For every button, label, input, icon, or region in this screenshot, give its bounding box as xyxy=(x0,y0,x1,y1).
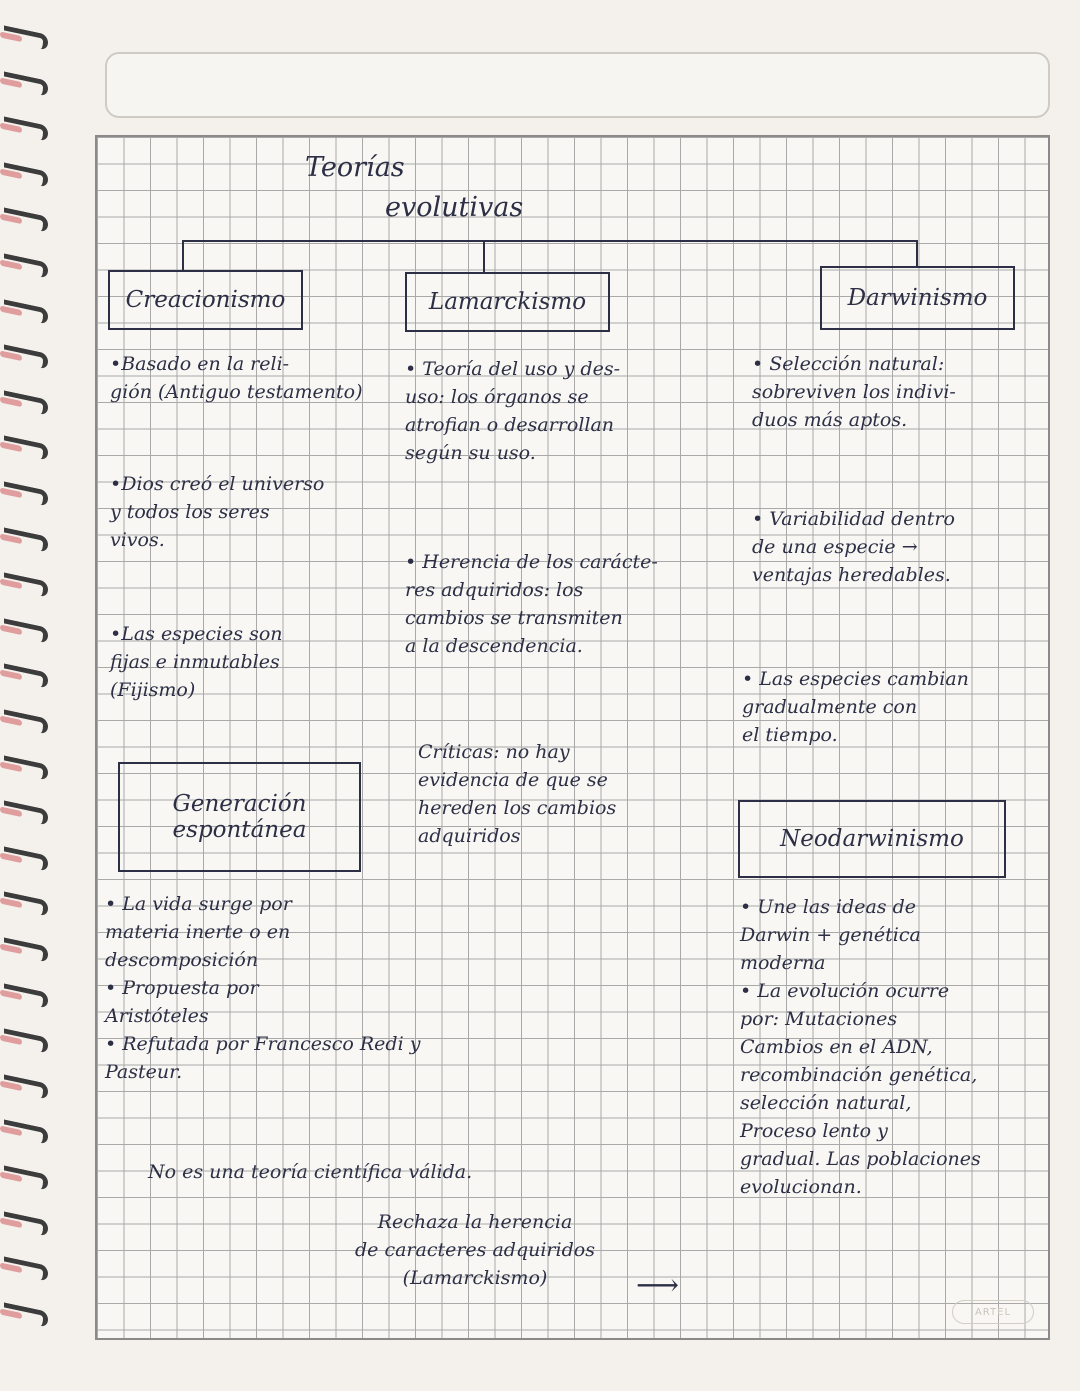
spiral-ring xyxy=(4,801,48,826)
connector-creacionismo xyxy=(182,240,184,270)
spiral-ring xyxy=(4,436,48,461)
lamarckismo-point-2: • Herencia de los carácte- res adquiridos: los cambios se transmiten a la descendencia. xyxy=(405,551,658,657)
lamarckismo-criticas: Críticas: no hay evidencia de que se hereden los cambios adquiridos xyxy=(418,741,617,847)
spiral-ring xyxy=(4,983,48,1008)
darwinismo-point-3: • Las especies cambian gradualmente con el tiempo. xyxy=(742,668,969,746)
title-line2: evolutivas xyxy=(385,192,524,223)
generacion-espontanea-label: Generación espontánea xyxy=(118,762,361,872)
spiral-ring xyxy=(4,253,48,278)
spiral-ring xyxy=(4,846,48,871)
spiral-ring xyxy=(4,390,48,415)
spiral-ring xyxy=(4,618,48,643)
spiral-ring xyxy=(4,117,48,142)
darwinismo-point-1: • Selección natural: sobreviven los indivi- duos más aptos. xyxy=(752,353,956,431)
footer-note: Rechaza la herencia de caracteres adquiridos (Lamarckismo) xyxy=(355,1211,595,1289)
title-line1: Teorías xyxy=(305,152,405,183)
creacionismo-point-1: •Basado en la reli- gión (Antiguo testamento) xyxy=(110,353,363,403)
lamarckismo-point-1: • Teoría del uso y des- uso: los órganos se atrofian o desarrollan según su uso. xyxy=(405,358,620,464)
spiral-ring xyxy=(4,1120,48,1145)
spiral-ring xyxy=(4,299,48,324)
spiral-ring xyxy=(4,664,48,689)
darwinismo-label: Darwinismo xyxy=(820,266,1015,330)
generacion-verdict: No es una teoría científica válida. xyxy=(148,1161,473,1183)
spiral-ring xyxy=(4,162,48,187)
spiral-ring xyxy=(4,937,48,962)
connector-horizontal xyxy=(182,240,917,242)
creacionismo-point-3: •Las especies son fijas e inmutables (Fijismo) xyxy=(110,623,283,701)
generacion-points: • La vida surge por materia inerte o en descomposición • Propuesta por Aristóteles • Refutada por Francesco Redi y Pasteur. xyxy=(105,893,421,1083)
neodarwinismo-points: • Une las ideas de Darwin + genética moderna • La evolución ocurre por: Mutaciones Cambios en el ADN, recombinación genética, selección natural, Proceso lento y gradual. Las poblaciones evolucionan. xyxy=(740,896,981,1198)
creacionismo-point-2: •Dios creó el universo y todos los seres vivos. xyxy=(110,473,325,551)
spiral-ring xyxy=(4,709,48,734)
spiral-ring xyxy=(4,1165,48,1190)
spiral-ring xyxy=(4,1029,48,1054)
spiral-ring xyxy=(4,481,48,506)
spiral-ring xyxy=(4,345,48,370)
spiral-binding xyxy=(0,30,58,1360)
neodarwinismo-label: Neodarwinismo xyxy=(738,800,1006,878)
spiral-ring xyxy=(4,755,48,780)
spiral-ring xyxy=(4,892,48,917)
connector-darwinismo xyxy=(916,240,918,268)
spiral-ring xyxy=(4,573,48,598)
lamarckismo-label: Lamarckismo xyxy=(405,272,610,332)
spiral-ring xyxy=(4,1257,48,1282)
spiral-ring xyxy=(4,25,48,50)
spiral-ring xyxy=(4,1302,48,1327)
spiral-ring xyxy=(4,1211,48,1236)
spiral-ring xyxy=(4,527,48,552)
spiral-ring xyxy=(4,208,48,233)
header-box xyxy=(105,52,1050,118)
creacionismo-label: Creacionismo xyxy=(108,270,303,330)
spiral-ring xyxy=(4,71,48,96)
darwinismo-point-2: • Variabilidad dentro de una especie → ventajas heredables. xyxy=(752,508,955,586)
spiral-ring xyxy=(4,1074,48,1099)
connector-lamarckismo xyxy=(483,240,485,272)
right-arrow-icon: ⟶ xyxy=(636,1268,680,1303)
brand-stamp: ARTEL xyxy=(952,1300,1034,1324)
